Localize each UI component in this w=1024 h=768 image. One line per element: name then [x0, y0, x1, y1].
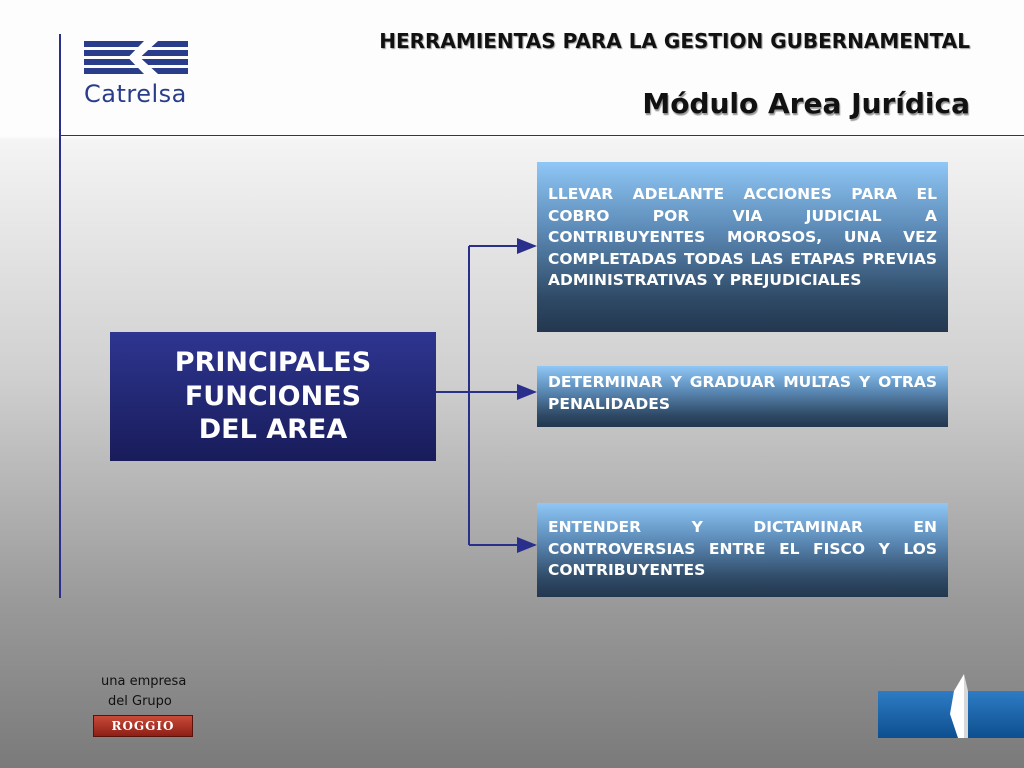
function-node-2 — [537, 366, 948, 427]
function-node-1 — [537, 162, 948, 332]
page-title: HERRAMIENTAS PARA LA GESTION GUBERNAMENTAL — [379, 29, 970, 53]
footer-company-line: una empresa — [101, 674, 187, 689]
left-vertical-rule — [59, 34, 61, 598]
center-node-line-3: DEL AREA — [198, 414, 348, 446]
center-node-line-1: PRINCIPALES — [174, 346, 372, 378]
center-node-line-2: FUNCIONES — [184, 380, 362, 412]
function-node-1-text: LLEVAR ADELANTE ACCIONES PARA EL COBRO POR VIA JUDICIAL A CONTRIBUYENTES MOROSOS, UNA VEZ COMPLETADAS TODAS LAS ETAPAS PREVIAS ADMINISTRATIVAS Y PREJUDICIALES — [548, 185, 937, 289]
logo-name: Catrelsa — [84, 80, 187, 108]
function-node-2-text: DETERMINAR Y GRADUAR MULTAS Y OTRAS PENALIDADES — [548, 373, 937, 413]
function-node-3 — [537, 503, 948, 597]
center-node — [110, 332, 436, 461]
roggio-logo: ROGGIO — [93, 715, 193, 737]
page-subtitle: Módulo Area Jurídica — [642, 87, 970, 120]
function-node-3-text: ENTENDER Y DICTAMINAR EN CONTROVERSIAS ENTRE EL FISCO Y LOS CONTRIBUYENTES — [548, 518, 937, 579]
corner-arrow-logo-icon — [878, 674, 1024, 738]
footer-group-line: del Grupo — [108, 694, 172, 709]
header-divider — [60, 135, 1024, 136]
